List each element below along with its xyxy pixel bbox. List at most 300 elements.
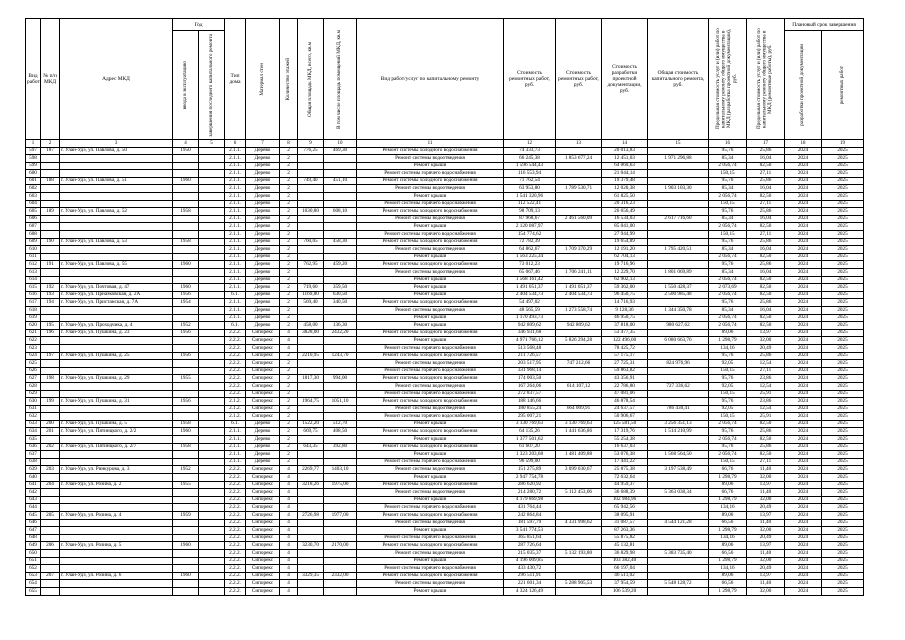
cell-house-type: 2.2.2. — [225, 557, 246, 565]
cell-total-area — [298, 185, 324, 193]
cell-work-kind: Ремонт системы горячего водоснабжения — [357, 344, 504, 352]
cell-wall-material: Дерево — [246, 185, 280, 193]
cell-total-cost — [648, 390, 709, 398]
cell-mkd-number: 206 — [41, 542, 60, 550]
cell-floors: 4 — [280, 519, 298, 527]
cell-address: г. Улан-Удэ, ул. Розина, д. 4 — [60, 512, 173, 520]
cell-premises-area — [324, 246, 357, 254]
cell-year-commission: 1959 — [173, 512, 199, 520]
cell-plan-repair: 2025 — [822, 269, 864, 277]
cell-repair-cost-total: 5 288 905,53 — [556, 580, 602, 588]
cell-plan-design: 2024 — [785, 451, 822, 459]
cell-limit-repair: 25,86 — [747, 428, 785, 436]
cell-work-kind: Ремонт системы холодного водоснабжения — [357, 481, 504, 489]
cell-floors: 2 — [280, 223, 298, 231]
cell-repair-cost: 112 522,41 — [504, 200, 556, 208]
cell-plan-repair: 2025 — [822, 322, 864, 330]
cell-total-cost — [648, 170, 709, 178]
cell-wall-material: Дерево — [246, 147, 280, 155]
cell-floors: 2 — [280, 155, 298, 163]
cell-address — [60, 246, 173, 254]
cell-repair-cost-total — [556, 481, 602, 489]
cell-design-cost: 87 263,36 — [602, 527, 648, 535]
cell-limit-design: 66,76 — [709, 466, 747, 474]
cell-premises-area: 459,20 — [324, 261, 357, 269]
cell-mkd-number — [41, 200, 60, 208]
cell-repair-cost: 1 596 544,43 — [504, 162, 556, 170]
cell-work-type: 613 — [26, 269, 41, 277]
cell-address — [60, 382, 173, 390]
cell-year-repair — [199, 276, 225, 284]
cell-address: г. Улан-Удэ, ул. Павлова, д. 50 — [60, 147, 173, 155]
cell-plan-design: 2024 — [785, 572, 822, 580]
cell-year-repair — [199, 580, 225, 588]
cell-total-area: 3828,00 — [298, 329, 324, 337]
cell-work-kind: Ремонт системы водоотведения — [357, 269, 504, 277]
cell-house-type: 2.1.1. — [225, 299, 246, 307]
cell-house-type: 2.2.2. — [225, 466, 246, 474]
cell-plan-design: 2024 — [785, 314, 822, 322]
cell-wall-material: Дерево — [246, 261, 280, 269]
cell-year-commission — [173, 557, 199, 565]
cell-plan-repair: 2025 — [822, 534, 864, 542]
cell-repair-cost: 63 953,80 — [504, 185, 556, 193]
table-row — [26, 155, 864, 163]
table-row — [26, 413, 864, 421]
cell-design-cost: 72 632,64 — [602, 474, 648, 482]
cell-repair-cost: 4 324 126,49 — [504, 587, 556, 595]
cell-total-cost: 5 383 735,40 — [648, 549, 709, 557]
cell-year-repair — [199, 489, 225, 497]
cell-wall-material: Дерево — [246, 238, 280, 246]
table-row — [26, 549, 864, 557]
cell-design-cost: 45 132,81 — [602, 542, 648, 550]
cell-premises-area — [324, 276, 357, 284]
cell-design-cost: 27 944,99 — [602, 231, 648, 239]
cell-mkd-number — [41, 534, 60, 542]
cell-limit-design: 2 056,74 — [709, 253, 747, 261]
cell-floors: 2 — [280, 390, 298, 398]
cell-wall-material: Дерево — [246, 458, 280, 466]
cell-plan-design: 2024 — [785, 253, 822, 261]
cell-design-cost: 53 477,35 — [602, 329, 648, 337]
cell-repair-cost-total — [556, 223, 602, 231]
cell-plan-repair: 2025 — [822, 542, 864, 550]
cell-floors: 2 — [280, 306, 298, 314]
cell-total-area — [298, 587, 324, 595]
cell-limit-design: 95,76 — [709, 147, 747, 155]
cell-limit-design: 66,56 — [709, 549, 747, 557]
cell-plan-design: 2024 — [785, 208, 822, 216]
cell-address: г. Улан-Удэ, ул. Розина, д. 5 — [60, 542, 173, 550]
cell-total-area: 669,75 — [298, 428, 324, 436]
table-row — [26, 329, 864, 337]
cell-repair-cost-total — [556, 458, 602, 466]
cell-design-cost: 19 654,89 — [602, 238, 648, 246]
cell-house-type: 2.2.2. — [225, 382, 246, 390]
cell-work-type: 634 — [26, 428, 41, 436]
table-row — [26, 405, 864, 413]
cell-repair-cost-total: 1 789 530,71 — [556, 185, 602, 193]
cell-work-type: 628 — [26, 382, 41, 390]
cell-limit-design: 1 298,79 — [709, 527, 747, 535]
cell-plan-repair: 2025 — [822, 223, 864, 231]
cell-limit-design: 95,76 — [709, 299, 747, 307]
cell-floors: 2 — [280, 170, 298, 178]
cell-plan-repair: 2025 — [822, 246, 864, 254]
cell-limit-repair: 82,50 — [747, 162, 785, 170]
cell-repair-cost-total: 5 112 453,06 — [556, 489, 602, 497]
table-row — [26, 428, 864, 436]
cell-premises-area: 408,50 — [324, 428, 357, 436]
table-row — [26, 177, 864, 185]
cell-limit-repair: 16,04 — [747, 269, 785, 277]
cell-year-repair — [199, 162, 225, 170]
cell-work-type: 644 — [26, 504, 41, 512]
cell-limit-design: 95,76 — [709, 177, 747, 185]
cell-plan-repair: 2025 — [822, 352, 864, 360]
cell-work-type: 602 — [26, 185, 41, 193]
cell-total-cost — [648, 504, 709, 512]
cell-work-kind: Ремонт системы водоотведения — [357, 306, 504, 314]
cell-limit-design: 2 056,74 — [709, 436, 747, 444]
cell-wall-material: Дерево — [246, 291, 280, 299]
cell-total-area: 3218,26 — [298, 481, 324, 489]
cell-repair-cost-total: 1 706 241,11 — [556, 269, 602, 277]
cell-design-cost: 36 688,39 — [602, 489, 648, 497]
cell-year-commission: 1960 — [173, 428, 199, 436]
cell-work-type: 624 — [26, 352, 41, 360]
cell-limit-design: 95,76 — [709, 443, 747, 451]
cell-address — [60, 451, 173, 459]
cell-repair-cost: 272 837,57 — [504, 390, 556, 398]
cell-repair-cost-total — [556, 147, 602, 155]
cell-floors: 4 — [280, 344, 298, 352]
cell-plan-repair: 2025 — [822, 504, 864, 512]
cell-total-cost — [648, 572, 709, 580]
cell-year-repair — [199, 512, 225, 520]
cell-limit-design: 85,34 — [709, 215, 747, 223]
cell-year-repair — [199, 382, 225, 390]
table-row — [26, 261, 864, 269]
cell-address: г. Улан-Удэ, ул. Розина, д. 6 — [60, 572, 173, 580]
cell-address — [60, 193, 173, 201]
column-number-cell: 12 — [504, 140, 556, 148]
cell-year-repair — [199, 337, 225, 345]
cell-wall-material: Дерево — [246, 215, 280, 223]
cell-year-commission — [173, 223, 199, 231]
cell-limit-design: 89,06 — [709, 572, 747, 580]
cell-plan-repair: 2025 — [822, 587, 864, 595]
header-year-repair: завершения последнего капитального ремонта — [199, 31, 225, 140]
cell-total-area: 2726,98 — [298, 512, 324, 520]
cell-total-area: 2210,95 — [298, 352, 324, 360]
cell-design-cost: 12 229,70 — [602, 269, 648, 277]
cell-premises-area — [324, 390, 357, 398]
cell-floors: 4 — [280, 504, 298, 512]
cell-limit-repair: 23,86 — [747, 375, 785, 383]
table-row — [26, 580, 864, 588]
cell-year-commission — [173, 458, 199, 466]
cell-total-cost: 1 903 103,30 — [648, 185, 709, 193]
cell-plan-design: 2024 — [785, 534, 822, 542]
cell-total-cost — [648, 329, 709, 337]
cell-plan-repair: 2025 — [822, 261, 864, 269]
cell-total-area: 719,60 — [298, 284, 324, 292]
cell-mkd-number — [41, 215, 60, 223]
cell-year-commission: 1958 — [173, 208, 199, 216]
cell-work-type: 597 — [26, 147, 41, 155]
cell-plan-design: 2024 — [785, 223, 822, 231]
cell-limit-repair: 16,04 — [747, 185, 785, 193]
cell-address — [60, 458, 173, 466]
cell-premises-area — [324, 587, 357, 595]
cell-plan-design: 2024 — [785, 360, 822, 368]
cell-year-repair — [199, 549, 225, 557]
cell-limit-repair: 25,86 — [747, 352, 785, 360]
cell-plan-design: 2024 — [785, 155, 822, 163]
cell-limit-design: 92,05 — [709, 405, 747, 413]
cell-repair-cost-total — [556, 261, 602, 269]
cell-work-type: 601 — [26, 177, 41, 185]
cell-premises-area — [324, 557, 357, 565]
cell-work-kind: Ремонт крыши — [357, 276, 504, 284]
cell-repair-cost-total: 1 481 409,88 — [556, 451, 602, 459]
cell-total-area — [298, 276, 324, 284]
cell-work-kind: Ремонт крыши — [357, 420, 504, 428]
cell-year-commission — [173, 200, 199, 208]
cell-repair-cost-total — [556, 542, 602, 550]
cell-address: г. Улан-Удэ, ул. Пушкина, д. 5 — [60, 420, 173, 428]
cell-house-type: 2.1.1. — [225, 246, 246, 254]
cell-mkd-number: 193 — [41, 291, 60, 299]
cell-wall-material: Сипорекс — [246, 390, 280, 398]
cell-address — [60, 504, 173, 512]
cell-work-kind: Ремонт системы водоотведения — [357, 580, 504, 588]
cell-design-cost: 22 786,80 — [602, 382, 648, 390]
cell-work-kind: Ремонт системы холодного водоснабжения — [357, 299, 504, 307]
cell-year-repair — [199, 253, 225, 261]
cell-plan-repair: 2025 — [822, 390, 864, 398]
table-row — [26, 504, 864, 512]
cell-plan-design: 2024 — [785, 527, 822, 535]
cell-floors: 2 — [280, 269, 298, 277]
column-number-cell: 17 — [747, 140, 785, 148]
cell-plan-repair: 2025 — [822, 367, 864, 375]
cell-work-kind: Ремонт системы холодного водоснабжения — [357, 352, 504, 360]
cell-year-commission — [173, 382, 199, 390]
cell-house-type: 2.1.1. — [225, 155, 246, 163]
cell-limit-repair: 20,49 — [747, 344, 785, 352]
table-row — [26, 382, 864, 390]
cell-repair-cost: 4 179 869,98 — [504, 496, 556, 504]
cell-repair-cost: 4 196 009,85 — [504, 557, 556, 565]
table-row — [26, 489, 864, 497]
cell-plan-repair: 2025 — [822, 170, 864, 178]
cell-wall-material: Дерево — [246, 284, 280, 292]
cell-design-cost: 20 316,23 — [602, 200, 648, 208]
cell-floors: 4 — [280, 527, 298, 535]
cell-year-repair — [199, 238, 225, 246]
cell-year-repair — [199, 314, 225, 322]
cell-work-kind: Ремонт крыши — [357, 291, 504, 299]
cell-floors: 2 — [280, 451, 298, 459]
cell-total-cost — [648, 223, 709, 231]
cell-wall-material: Сипорекс — [246, 580, 280, 588]
cell-year-repair — [199, 557, 225, 565]
cell-total-cost — [648, 474, 709, 482]
cell-plan-repair: 2025 — [822, 489, 864, 497]
cell-work-kind: Ремонт системы водоотведения — [357, 382, 504, 390]
cell-plan-design: 2024 — [785, 147, 822, 155]
cell-premises-area — [324, 231, 357, 239]
cell-limit-repair: 82,50 — [747, 276, 785, 284]
cell-repair-cost-total — [556, 436, 602, 444]
cell-plan-design: 2024 — [785, 428, 822, 436]
cell-premises-area — [324, 162, 357, 170]
header-premises-area: В том числе площадь помещений МКД, кв.м — [324, 19, 357, 140]
cell-total-cost — [648, 496, 709, 504]
cell-repair-cost-total: 3 099 030,67 — [556, 466, 602, 474]
table-row — [26, 231, 864, 239]
cell-plan-design: 2024 — [785, 436, 822, 444]
cell-floors: 4 — [280, 587, 298, 595]
cell-total-cost — [648, 200, 709, 208]
cell-limit-repair: 27,11 — [747, 367, 785, 375]
cell-limit-design: 134,16 — [709, 504, 747, 512]
cell-limit-repair: 82,50 — [747, 284, 785, 292]
cell-year-commission — [173, 504, 199, 512]
header-total-area: Общая площадь МКД, всего, кв.м — [298, 19, 324, 140]
cell-total-area: 458,00 — [298, 322, 324, 330]
cell-wall-material: Сипорекс — [246, 413, 280, 421]
cell-house-type: 2.1.1. — [225, 231, 246, 239]
cell-total-cost — [648, 253, 709, 261]
cell-limit-repair: 12,54 — [747, 405, 785, 413]
cell-work-kind: Ремонт крыши — [357, 223, 504, 231]
cell-year-repair — [199, 329, 225, 337]
cell-plan-repair: 2025 — [822, 436, 864, 444]
cell-year-commission: 1958 — [173, 443, 199, 451]
cell-floors: 2 — [280, 284, 298, 292]
cell-wall-material: Сипорекс — [246, 496, 280, 504]
cell-repair-cost: 1 541 320,96 — [504, 193, 556, 201]
cell-work-kind: Ремонт крыши — [357, 557, 504, 565]
table-row — [26, 291, 864, 299]
cell-total-area: 1964,75 — [298, 398, 324, 406]
cell-address — [60, 223, 173, 231]
cell-year-commission — [173, 246, 199, 254]
cell-house-type: 6.1. — [225, 420, 246, 428]
cell-premises-area — [324, 170, 357, 178]
cell-address: г. Улан-Удэ, ул. Пристанская, д. 7А — [60, 299, 173, 307]
cell-total-area — [298, 580, 324, 588]
cell-plan-design: 2024 — [785, 375, 822, 383]
table-row — [26, 344, 864, 352]
cell-year-commission — [173, 534, 199, 542]
cell-address — [60, 436, 173, 444]
cell-work-kind: Ремонт системы водоотведения — [357, 185, 504, 193]
cell-premises-area: 1977,00 — [324, 512, 357, 520]
cell-plan-repair: 2025 — [822, 474, 864, 482]
cell-repair-cost: 3 541 774,53 — [504, 527, 556, 535]
cell-year-commission — [173, 436, 199, 444]
cell-work-type: 623 — [26, 344, 41, 352]
cell-limit-repair: 13,97 — [747, 542, 785, 550]
cell-year-commission — [173, 519, 199, 527]
cell-floors: 2 — [280, 360, 298, 368]
cell-total-cost: 1 801 069,89 — [648, 269, 709, 277]
header-limit-repair: Предельная стоимость услуг и (или) работ по капитальному ремонту общего имущества в МКД (ремонтные работы), руб. — [747, 19, 785, 140]
table-row — [26, 481, 864, 489]
cell-premises-area — [324, 451, 357, 459]
cell-house-type: 2.2.2. — [225, 549, 246, 557]
cell-plan-design: 2024 — [785, 284, 822, 292]
cell-floors: 2 — [280, 428, 298, 436]
cell-repair-cost-total — [556, 231, 602, 239]
cell-plan-repair: 2025 — [822, 512, 864, 520]
cell-plan-design: 2024 — [785, 580, 822, 588]
table-row — [26, 360, 864, 368]
cell-limit-design: 150,15 — [709, 390, 747, 398]
cell-total-area: 2269,77 — [298, 466, 324, 474]
cell-premises-area: 458,30 — [324, 238, 357, 246]
table-row — [26, 466, 864, 474]
cell-address: г. Улан-Удэ, ул. Приаэковская, д. 2А — [60, 291, 173, 299]
table-row — [26, 496, 864, 504]
cell-total-cost — [648, 398, 709, 406]
cell-plan-design: 2024 — [785, 269, 822, 277]
cell-floors: 2 — [280, 162, 298, 170]
cell-limit-design: 150,15 — [709, 170, 747, 178]
cell-work-type: 636 — [26, 443, 41, 451]
cell-repair-cost-total — [556, 443, 602, 451]
cell-year-repair — [199, 527, 225, 535]
cell-house-type: 2.2.2. — [225, 390, 246, 398]
cell-total-area: 3230,70 — [298, 542, 324, 550]
cell-limit-design: 150,15 — [709, 231, 747, 239]
table-row — [26, 587, 864, 595]
cell-work-kind: Ремонт крыши — [357, 337, 504, 345]
cell-house-type: 2.2.2. — [225, 512, 246, 520]
cell-plan-design: 2024 — [785, 405, 822, 413]
cell-year-commission — [173, 231, 199, 239]
cell-floors: 2 — [280, 291, 298, 299]
cell-total-area — [298, 451, 324, 459]
cell-repair-cost-total — [556, 413, 602, 421]
cell-wall-material: Сипорекс — [246, 489, 280, 497]
cell-work-type: 631 — [26, 405, 41, 413]
cell-limit-repair: 32,00 — [747, 587, 785, 595]
cell-total-area: 776,25 — [298, 147, 324, 155]
cell-total-area: 760,05 — [298, 238, 324, 246]
cell-work-type: 638 — [26, 458, 41, 466]
cell-floors: 2 — [280, 147, 298, 155]
header-work-type: Вид работ — [26, 19, 41, 140]
cell-limit-repair: 82,50 — [747, 420, 785, 428]
cell-mkd-number: 189 — [41, 208, 60, 216]
cell-year-repair — [199, 360, 225, 368]
cell-total-cost — [648, 231, 709, 239]
cell-floors: 2 — [280, 398, 298, 406]
cell-plan-repair: 2025 — [822, 565, 864, 573]
cell-limit-design: 134,16 — [709, 565, 747, 573]
cell-address — [60, 360, 173, 368]
cell-premises-area — [324, 223, 357, 231]
cell-work-type: 598 — [26, 155, 41, 163]
cell-work-kind: Ремонт крыши — [357, 496, 504, 504]
cell-year-commission — [173, 215, 199, 223]
